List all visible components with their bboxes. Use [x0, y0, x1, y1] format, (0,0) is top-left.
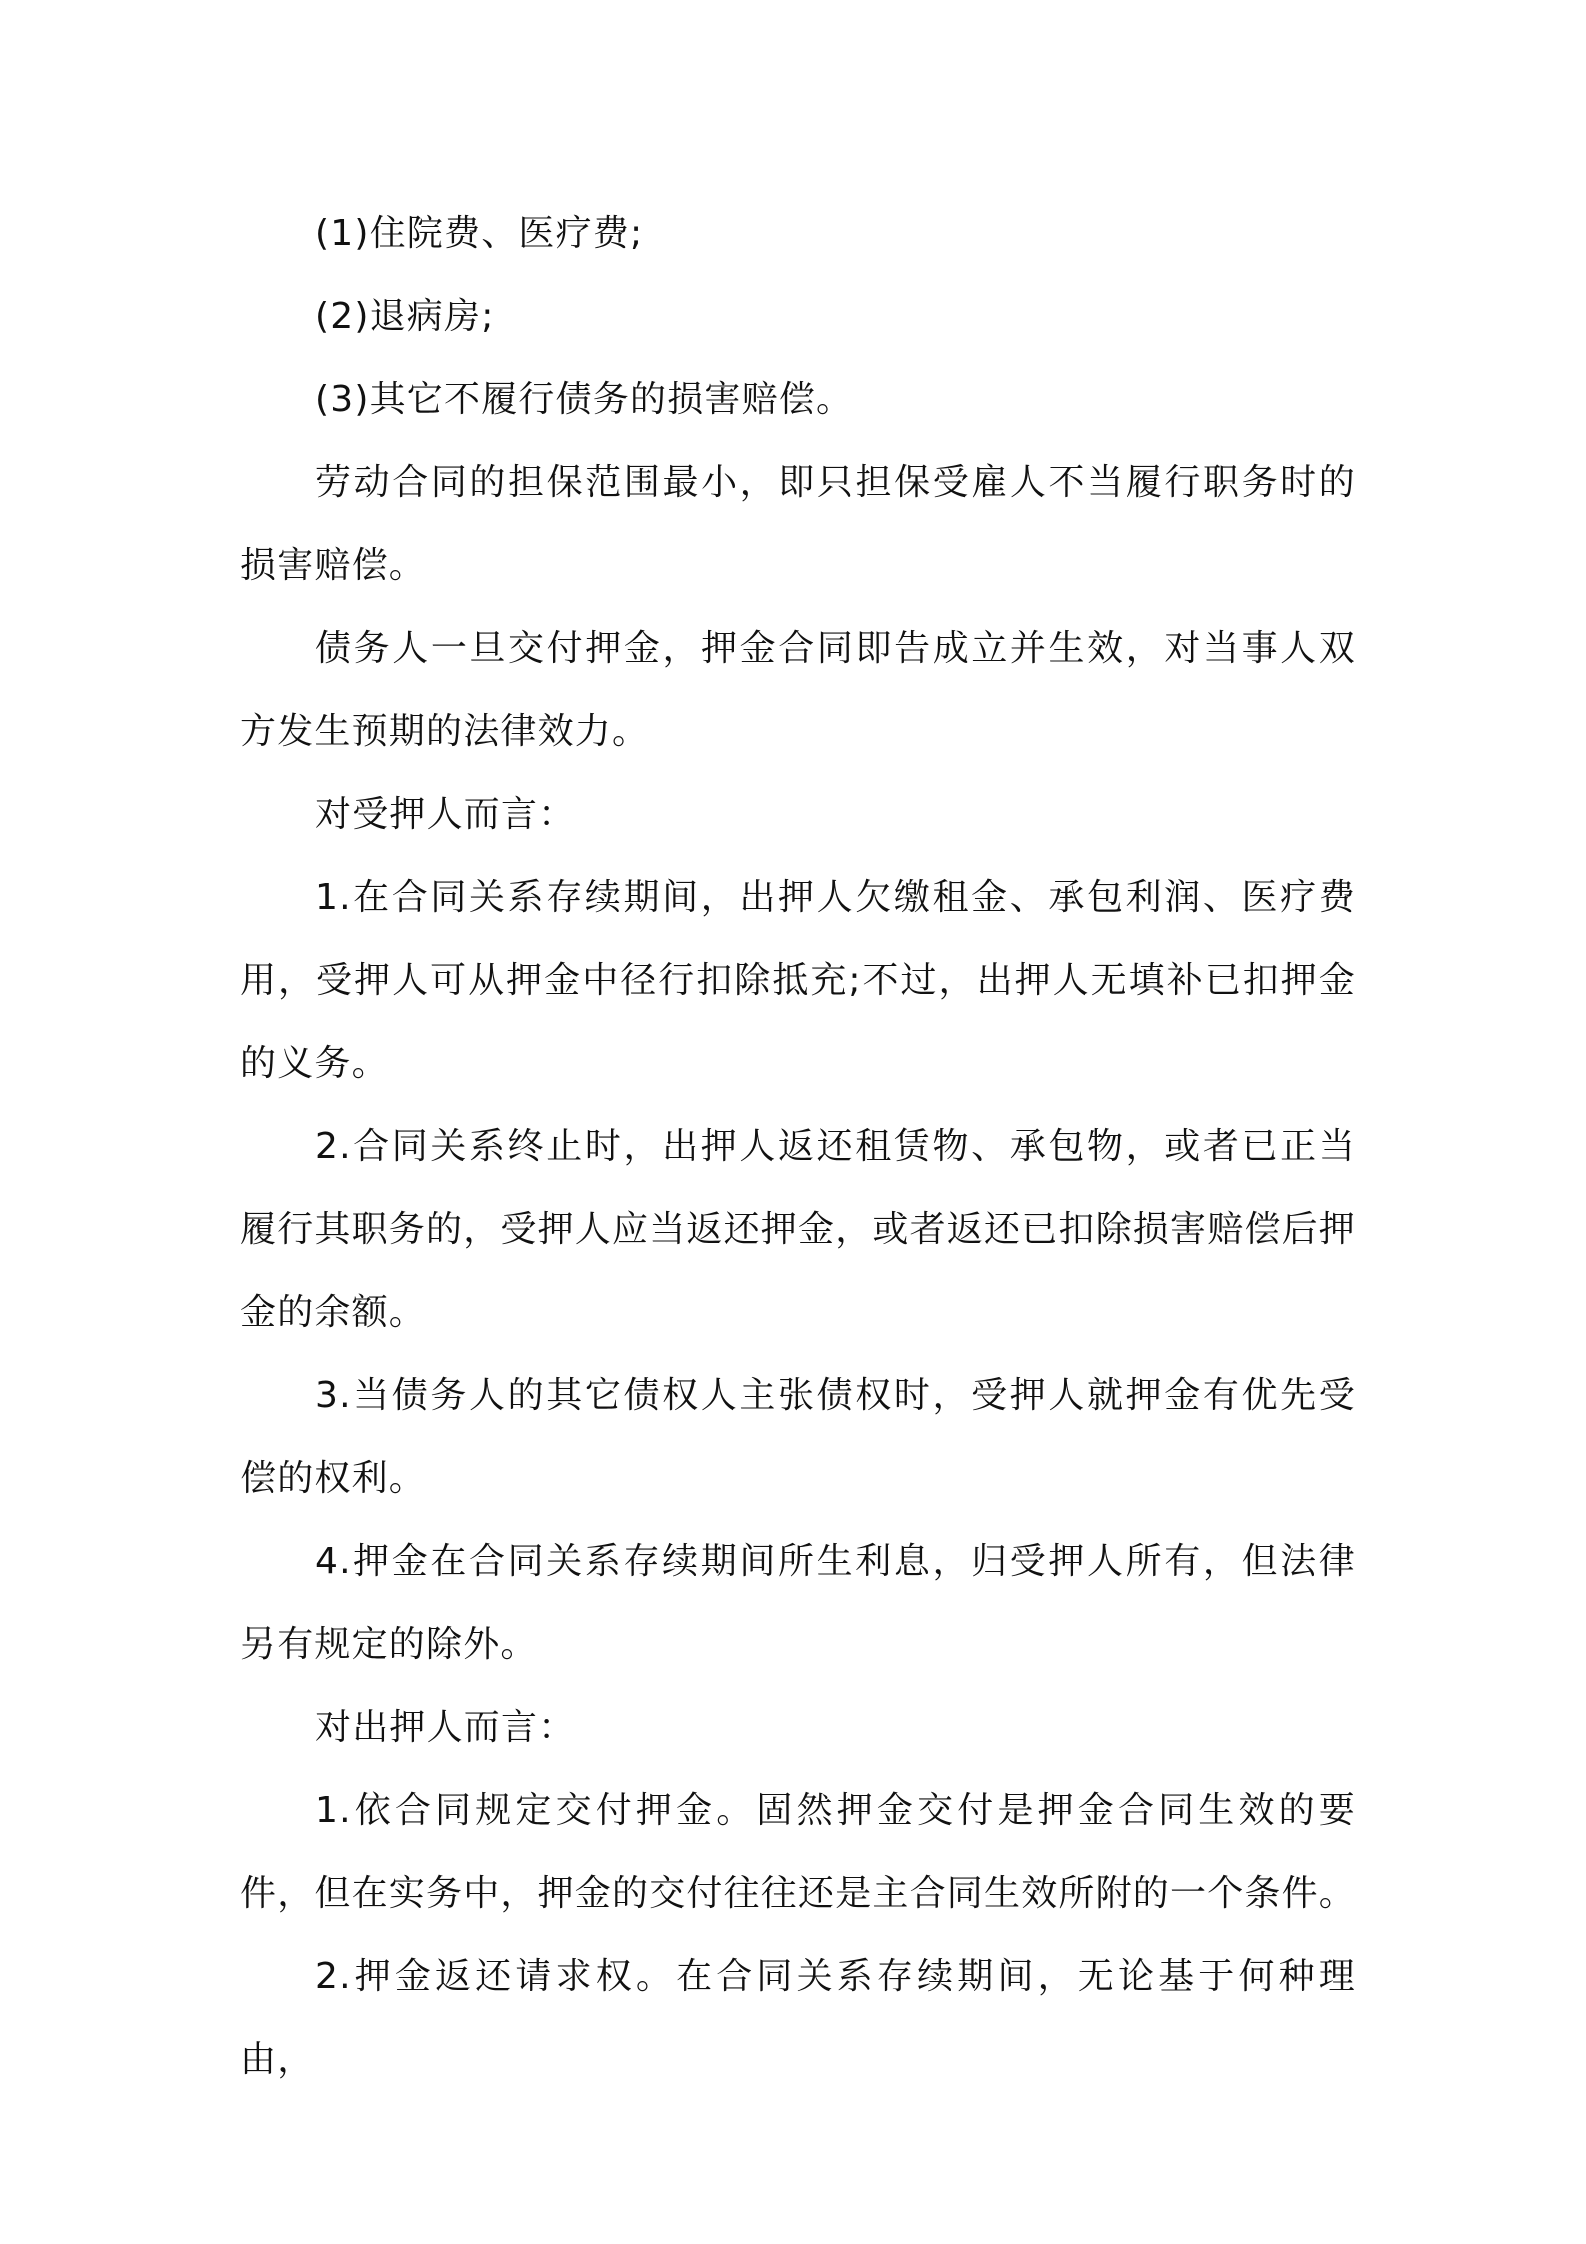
paragraph-5: 债务人一旦交付押金，押金合同即告成立并生效，对当事人双方发生预期的法律效力。: [240, 628, 1356, 752]
paragraph-13: 2.押金返还请求权。在合同关系存续期间，无论基于何种理由，: [240, 1956, 1356, 2080]
paragraph-12: 1.依合同规定交付押金。固然押金交付是押金合同生效的要件，但在实务中，押金的交付往往还是主合同生效所附的一个条件。: [240, 1790, 1357, 1914]
paragraph-10: 4.押金在合同关系存续期间所生利息，归受押人所有，但法律另有规定的除外。: [240, 1541, 1356, 1665]
paragraph-8: 2.合同关系终止时，出押人返还租赁物、承包物，或者已正当履行其职务的，受押人应当返还押金，或者返还已扣除损害赔偿后押金的余额。: [240, 1126, 1357, 1333]
paragraph-11: 对出押人而言：: [315, 1707, 576, 1748]
document-body: [240, 192, 1356, 2101]
paragraph-2: (2)退病房;: [315, 296, 495, 337]
paragraph-6: 对受押人而言：: [315, 794, 576, 835]
paragraph-3: (3)其它不履行债务的损害赔偿。: [315, 379, 854, 420]
paragraph-1: (1)住院费、医疗费;: [315, 213, 644, 254]
paragraph-9: 3.当债务人的其它债权人主张债权时，受押人就押金有优先受偿的权利。: [240, 1375, 1356, 1499]
paragraph-7: 1.在合同关系存续期间，出押人欠缴租金、承包利润、医疗费用，受押人可从押金中径行扣除抵充;不过，出押人无填补已扣押金的义务。: [240, 877, 1356, 1084]
paragraph-4: 劳动合同的担保范围最小，即只担保受雇人不当履行职务时的损害赔偿。: [240, 462, 1356, 586]
